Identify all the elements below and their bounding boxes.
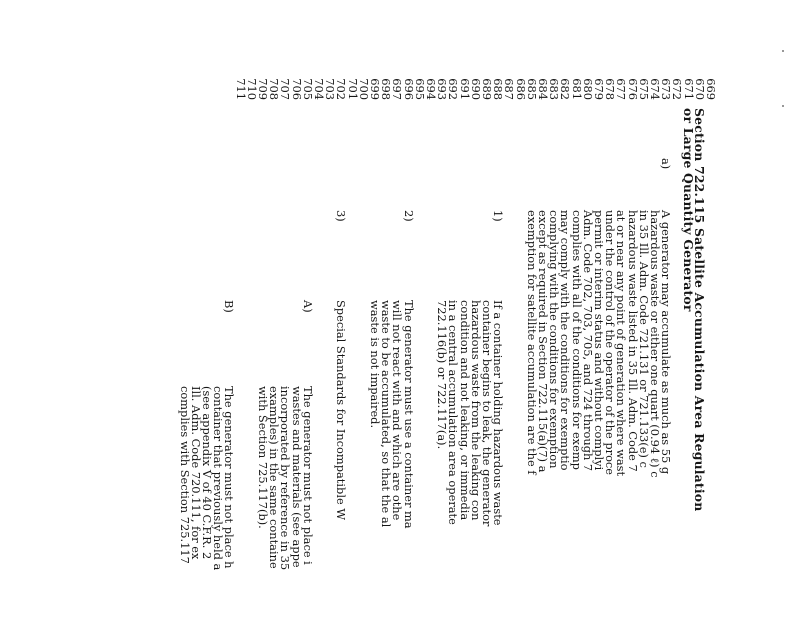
body-line: hazardous waste from the leaking con <box>468 300 483 521</box>
line-number: 685 <box>524 78 539 100</box>
line-number: 705 <box>300 78 315 100</box>
line-number: 711 <box>233 78 248 100</box>
item-marker: B) <box>222 300 237 313</box>
body-line: Ill. Adm. Code 720.111, for ex <box>188 386 203 560</box>
line-number: 693 <box>435 78 450 100</box>
line-number: 703 <box>323 78 338 100</box>
line-number: 675 <box>636 78 651 100</box>
line-number: 691 <box>457 78 472 100</box>
body-line: may comply with the conditions for exemptio <box>558 210 573 471</box>
line-number: 710 <box>244 78 259 100</box>
body-line: waste is not impaired. <box>368 300 382 429</box>
body-line: at or near any point of generation where wast <box>614 210 629 477</box>
line-number: 686 <box>513 78 528 100</box>
body-line: container that previously held a <box>211 386 226 571</box>
line-number: 694 <box>424 78 438 100</box>
body-line: except as required in Section 722.115(a)(7) a <box>536 210 550 473</box>
body-line: If a container holding hazardous waste <box>491 300 506 526</box>
line-number: 689 <box>480 78 494 100</box>
body-line: in 35 Ill. Adm. Code 721.131 or 721.133(e) c <box>636 210 651 468</box>
body-line: The generator must use a container ma <box>401 300 416 529</box>
body-line: permit or interim status and without complyi <box>592 210 606 471</box>
body-line: in a central accumulation area operate <box>446 300 461 525</box>
body-line: Adm. Code 702, 703, 705, and 724 through 7 <box>580 210 595 472</box>
line-number: 700 <box>356 78 371 100</box>
line-number: 681 <box>569 78 584 100</box>
line-number: 688 <box>491 78 506 100</box>
line-number: 690 <box>468 78 483 100</box>
line-number: 707 <box>278 78 293 100</box>
line-number: 680 <box>580 78 595 100</box>
body-line: waste to be accumulated, so that the al <box>379 300 394 528</box>
item-marker: A) <box>300 300 315 313</box>
line-number: 673 <box>659 78 674 100</box>
line-number: 697 <box>390 78 405 100</box>
body-line: complying with the conditions for exemption <box>547 210 562 469</box>
line-number: 672 <box>670 78 685 100</box>
line-number: 676 <box>625 78 640 100</box>
line-number: 692 <box>446 78 461 100</box>
item-marker: 2) <box>401 210 416 222</box>
line-number: 704 <box>312 78 326 100</box>
line-number: 696 <box>401 78 416 100</box>
line-number: 684 <box>536 78 550 100</box>
body-line: complies with Section 725.117 <box>177 386 192 564</box>
body-line: with Section 725.117(b). <box>256 386 270 529</box>
body-line: wastes and materials (see appe <box>289 386 304 568</box>
scan-speck <box>782 50 784 52</box>
item-marker: 3) <box>334 210 349 222</box>
line-number: 701 <box>345 78 360 100</box>
line-number: 687 <box>502 78 517 100</box>
body-line: condition and not leaking, or immedia <box>457 300 472 521</box>
body-line: 722.116(b) or 722.117(a). <box>435 300 450 450</box>
line-number: 706 <box>289 78 304 100</box>
line-number: 669 <box>704 78 718 100</box>
line-number: 678 <box>603 78 618 100</box>
line-number: 674 <box>648 78 662 100</box>
body-line: A generator may accumulate as much as 55 g <box>659 210 674 475</box>
body-line: Special Standards for Incompatible W <box>334 300 349 521</box>
line-number: 683 <box>547 78 562 100</box>
line-number: 708 <box>267 78 282 100</box>
heading-line: Section 722.115 Satellite Accumulation Area Regulation <box>691 108 707 512</box>
body-line: hazardous waste listed in 35 Ill. Adm. Code 7 <box>625 210 640 472</box>
line-number: 702 <box>334 78 349 100</box>
body-line: examples) in the same containe <box>267 386 282 569</box>
line-number: 699 <box>368 78 382 100</box>
item-marker: 1) <box>491 210 506 222</box>
body-line: The generator must not place h <box>222 386 237 569</box>
subsection-marker: a) <box>659 158 674 170</box>
body-line: complies with all of the conditions for exemp <box>569 210 584 470</box>
line-number: 695 <box>412 78 427 100</box>
line-number: 677 <box>614 78 629 100</box>
line-number: 671 <box>681 78 696 100</box>
heading-line: or Large Quantity Generator <box>680 108 696 312</box>
scan-speck <box>782 105 784 107</box>
line-number: 709 <box>256 78 270 100</box>
body-line: exemption for satellite accumulation are the f <box>524 210 539 475</box>
body-line: hazardous waste or either one quart (0.94 ℓ) c <box>648 210 662 478</box>
line-number: 682 <box>558 78 573 100</box>
body-line: under the control of the operator of the proce <box>603 210 618 476</box>
body-line: The generator must not place i <box>300 386 315 565</box>
body-line: incorporated by reference in 35 <box>278 386 293 571</box>
body-line: container begins to leak, the generator <box>480 300 494 527</box>
body-line: will not react with and which are othe <box>390 300 405 521</box>
body-line: (see appendix V of 40 C.F.R. 2 <box>200 386 214 560</box>
line-number: 679 <box>592 78 606 100</box>
line-number: 670 <box>692 78 707 100</box>
line-number: 698 <box>379 78 394 100</box>
